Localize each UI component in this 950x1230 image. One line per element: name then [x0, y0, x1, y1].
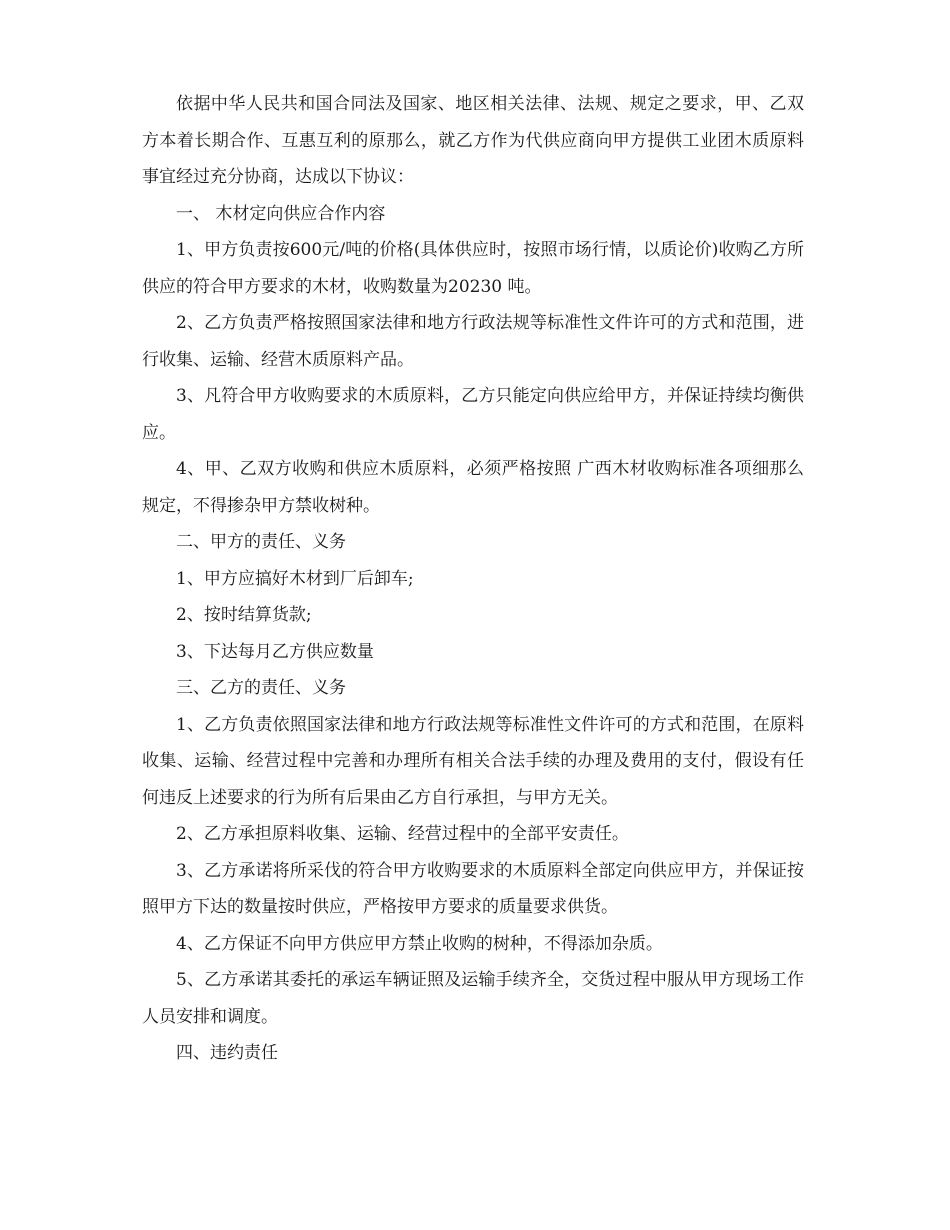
clause-paragraph: 2、按时结算货款; [176, 605, 312, 625]
intro-paragraph: 依据中华人民共和国合同法及国家、地区相关法律、法规、规定之要求，甲、乙双方本着长期合作、互惠互利的原那么，就乙方作为代供应商向甲方提供工业团木质原料事宜经过充分协商，达成以下协议： [142, 94, 804, 187]
section-heading-1: 一、 木材定向供应合作内容 [176, 203, 386, 224]
document-body [142, 86, 804, 1072]
clause-paragraph: 1、甲方负责按600元/吨的价格(具体供应时，按照市场行情，以质论价)收购乙方所供应的符合甲方要求的木材，收购数量为20230 吨。 [142, 240, 804, 297]
clause-paragraph: 2、乙方负责严格按照国家法律和地方行政法规等标准性文件许可的方式和范围，进行收集、运输、经营木质原料产品。 [142, 313, 804, 370]
clause-paragraph: 3、下达每月乙方供应数量 [176, 641, 374, 662]
clause-paragraph: 4、甲、乙双方收购和供应木质原料，必须严格按照 广西木材收购标准各项细那么规定，不得掺杂甲方禁收树种。 [142, 459, 804, 516]
clause-paragraph: 5、乙方承诺其委托的承运车辆证照及运输手续齐全，交货过程中服从甲方现场工作人员安排和调度。 [142, 970, 804, 1027]
clause-paragraph: 3、凡符合甲方收购要求的木质原料，乙方只能定向供应给甲方，并保证持续均衡供应。 [142, 386, 804, 443]
clause-paragraph: 2、乙方承担原料收集、运输、经营过程中的全部平安责任。 [176, 824, 629, 844]
clause-paragraph: 4、乙方保证不向甲方供应甲方禁止收购的树种，不得添加杂质。 [176, 933, 663, 954]
section-heading-4: 四、违约责任 [176, 1043, 278, 1063]
clause-paragraph: 3、乙方承诺将所采伐的符合甲方收购要求的木质原料全部定向供应甲方，并保证按照甲方下达的数量按时供应，严格按甲方要求的质量要求供货。 [142, 860, 804, 917]
clause-paragraph: 1、甲方应搞好木材到厂后卸车; [176, 568, 414, 589]
section-heading-3: 三、乙方的责任、义务 [176, 678, 346, 698]
clause-paragraph: 1、乙方负责依照国家法律和地方行政法规等标准性文件许可的方式和范围，在原料收集、运输、经营过程中完善和办理所有相关合法手续的办理及费用的支付，假设有任何违反上述要求的行为所有后果由乙方自行承担，与甲方无关。 [142, 714, 804, 808]
section-heading-2: 二、甲方的责任、义务 [176, 532, 346, 552]
